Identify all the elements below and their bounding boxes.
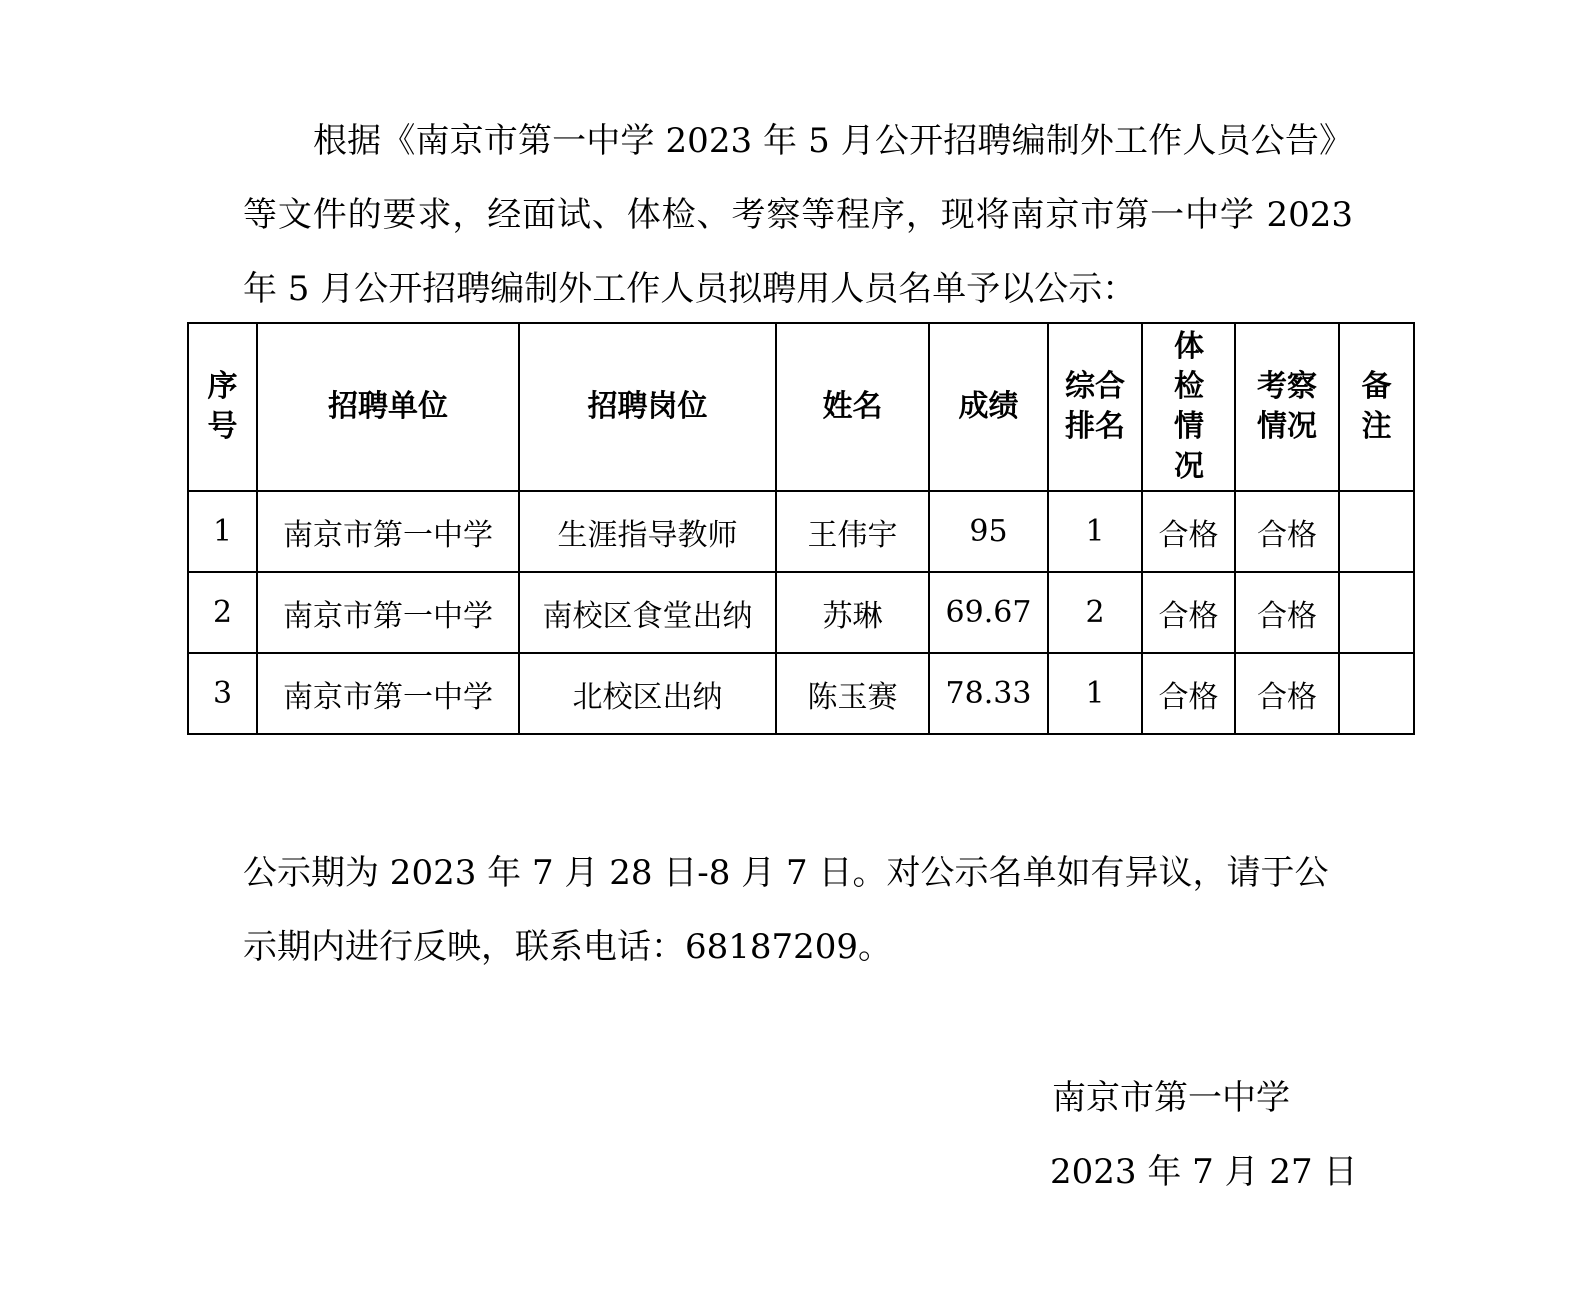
candidate-table-wrapper — [187, 322, 1415, 735]
cell-rank: 2 — [1048, 572, 1142, 653]
cell-inspection: 合格 — [1235, 653, 1339, 734]
cell-name: 王伟宇 — [776, 491, 929, 572]
header-unit: 招聘单位 — [257, 323, 519, 491]
cell-name: 苏琳 — [776, 572, 929, 653]
header-position: 招聘岗位 — [519, 323, 776, 491]
header-inspection: 考察情况 — [1235, 323, 1339, 491]
cell-unit: 南京市第一中学 — [257, 572, 519, 653]
cell-inspection: 合格 — [1235, 572, 1339, 653]
header-remark: 备注 — [1339, 323, 1414, 491]
table-row — [188, 572, 1414, 653]
cell-inspection: 合格 — [1235, 491, 1339, 572]
cell-score: 95 — [929, 491, 1048, 572]
intro-paragraph: 根据《南京市第一中学 2023 年 5 月公开招聘编制外工作人员公告》等文件的要求，经面试、体检、考察等程序，现将南京市第一中学 2023 年 5 月公开招聘编制外工作人员拟聘用人员名单予以公示： — [243, 121, 1353, 309]
cell-rank: 1 — [1048, 491, 1142, 572]
candidate-table — [187, 322, 1415, 735]
cell-seq: 1 — [188, 491, 257, 572]
issue-date: 2023 年 7 月 27 日 — [1050, 1152, 1358, 1192]
header-medical: 体检情况 — [1142, 323, 1235, 491]
cell-position: 南校区食堂出纳 — [519, 572, 776, 653]
cell-seq: 3 — [188, 653, 257, 734]
table-header-row — [188, 323, 1414, 491]
cell-seq: 2 — [188, 572, 257, 653]
cell-unit: 南京市第一中学 — [257, 653, 519, 734]
table-row — [188, 491, 1414, 572]
cell-remark — [1339, 491, 1414, 572]
cell-score: 69.67 — [929, 572, 1048, 653]
cell-remark — [1339, 572, 1414, 653]
issuing-organization: 南京市第一中学 — [1052, 1078, 1290, 1118]
cell-unit: 南京市第一中学 — [257, 491, 519, 572]
header-seq: 序号 — [188, 323, 257, 491]
cell-position: 生涯指导教师 — [519, 491, 776, 572]
cell-position: 北校区出纳 — [519, 653, 776, 734]
header-score: 成绩 — [929, 323, 1048, 491]
header-rank: 综合排名 — [1048, 323, 1142, 491]
cell-medical: 合格 — [1142, 653, 1235, 734]
cell-rank: 1 — [1048, 653, 1142, 734]
cell-score: 78.33 — [929, 653, 1048, 734]
cell-name: 陈玉赛 — [776, 653, 929, 734]
signature-block — [1052, 1061, 1357, 1209]
cell-medical: 合格 — [1142, 491, 1235, 572]
header-name: 姓名 — [776, 323, 929, 491]
notice-period-paragraph: 公示期为 2023 年 7 月 28 日-8 月 7 日。对公示名单如有异议，请于公示期内进行反映，联系电话：68187209。 — [243, 853, 1329, 967]
cell-remark — [1339, 653, 1414, 734]
table-row — [188, 653, 1414, 734]
cell-medical: 合格 — [1142, 572, 1235, 653]
